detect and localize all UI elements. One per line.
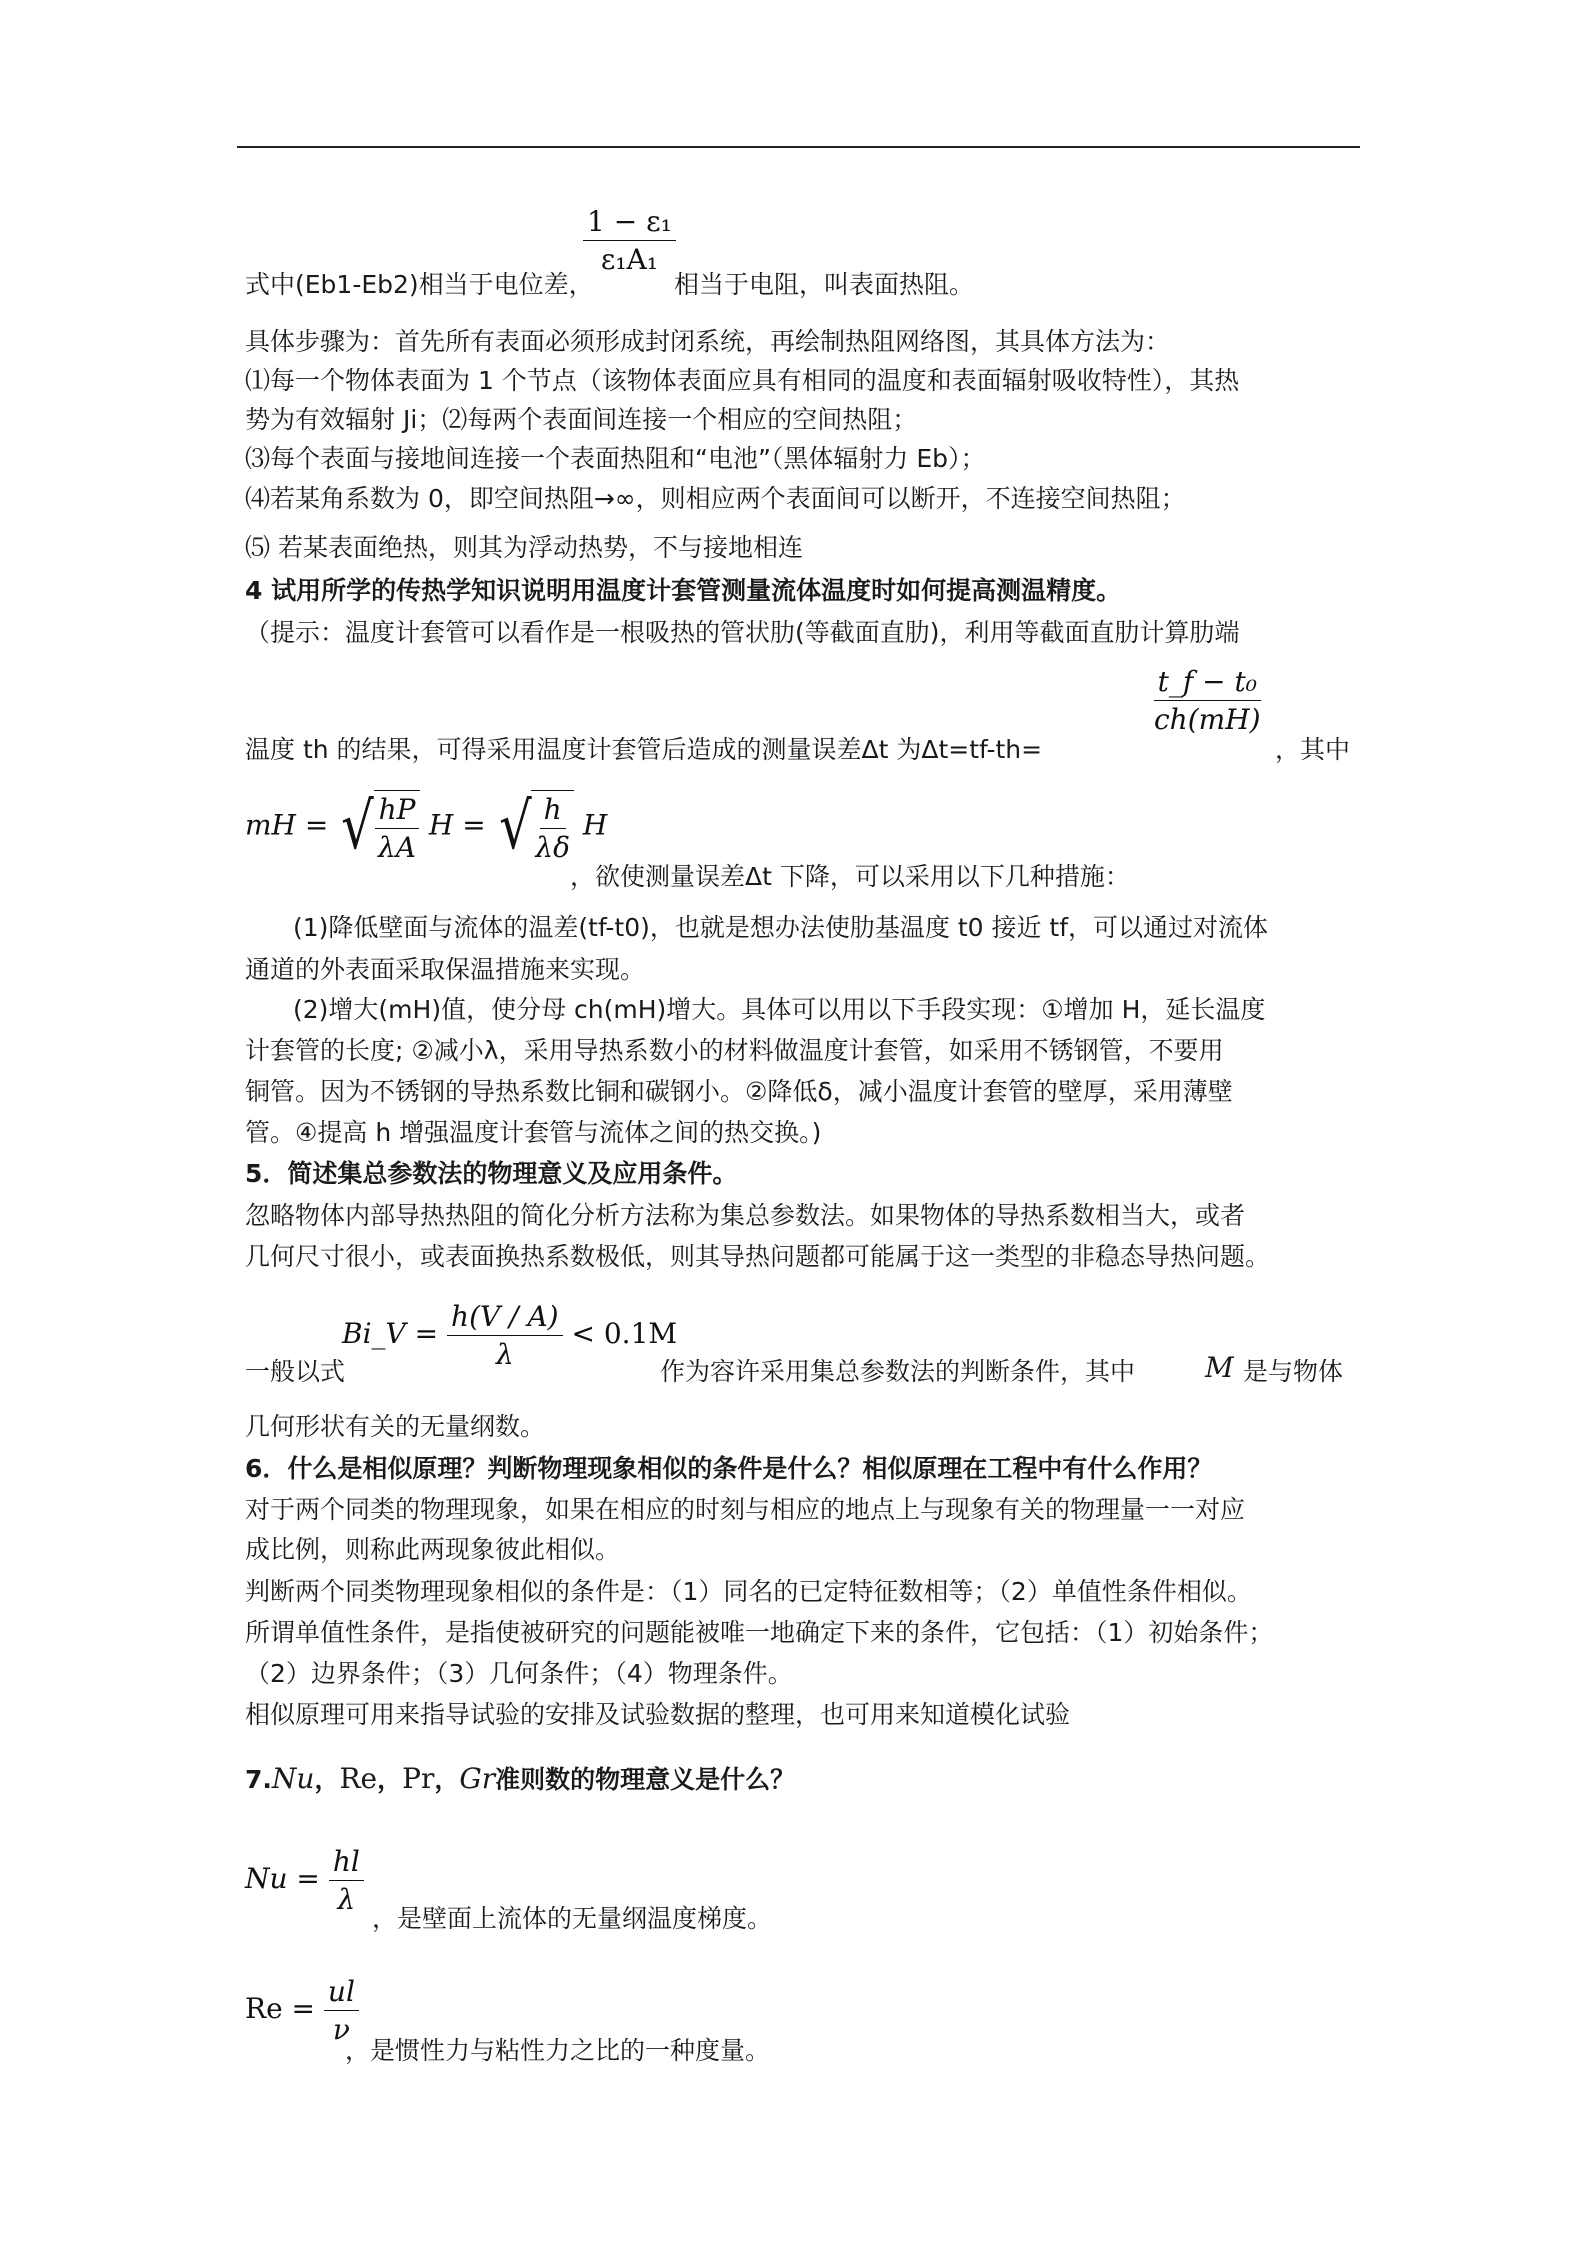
text-similarity-2: 成比例，则称此两现象彼此相似。 xyxy=(245,1535,621,1564)
mh-lhs: mH = xyxy=(245,808,329,842)
mh-root2-numerator: h xyxy=(540,793,566,829)
nusselt-numerator: hl xyxy=(329,1845,364,1881)
text-measure-2-b: 铜管。因为不锈钢的导热系数比铜和碳钢小。②降低δ，减小温度计套管的壁厚，采用薄壁 xyxy=(245,1077,1233,1106)
surface-resistance-numerator: 1 − ε₁ xyxy=(583,205,676,241)
text-step-4: ⑷若某角系数为 0，即空间热阻→∞，则相应两个表面间可以断开，不连接空间热阻； xyxy=(245,484,1186,513)
question-5-heading: 5．简述集总参数法的物理意义及应用条件。 xyxy=(245,1159,738,1188)
reynolds-denominator: ν xyxy=(332,2013,350,2046)
q7-sep-2: ， xyxy=(377,1765,403,1794)
reynolds-lhs: Re = xyxy=(245,1992,316,2025)
text-hint: （提示：温度计套管可以看作是一根吸热的管状肋(等截面直肋)，利用等截面直肋计算肋端 xyxy=(245,618,1240,647)
q7-nu: Nu xyxy=(271,1762,315,1795)
text-measure-2: (2)增大(mH)值，使分母 ch(mH)增大。具体可以用以下手段实现：①增加 H，延长温度 xyxy=(293,995,1266,1024)
mh-root2-denominator: λδ xyxy=(535,831,570,864)
text-measure-1: (1)降低壁面与流体的温差(tf-t0)，也就是想办法使肋基温度 t0 接近 tf，可以通过对流体 xyxy=(293,913,1269,942)
text-reynolds: ，是惯性力与粘性力之比的一种度量。 xyxy=(345,2036,771,2065)
text-similarity-4: 所谓单值性条件，是指使被研究的问题能被唯一地确定下来的条件，它包括：（1）初始条件； xyxy=(245,1618,1274,1647)
formula-mh: mH = √ $\frac{hP}{\lambda A}$ H = √ $\frac{h}{\lambda\delta}$ H xyxy=(245,790,608,864)
biot-denominator: λ xyxy=(495,1338,514,1371)
text-step-1: ⑴每一个物体表面为 1 个节点（该物体表面应具有相同的温度和表面辐射吸收特性），其热 xyxy=(245,366,1240,395)
formula-measure-error xyxy=(1150,665,1265,736)
mh-mid: H = xyxy=(428,808,486,842)
q7-pr: Pr xyxy=(402,1762,435,1795)
q7-gr: Gr xyxy=(459,1762,496,1795)
text-measure-1-cont: 通道的外表面采取保温措施来实现。 xyxy=(245,955,646,984)
biot-numerator: h(V / A) xyxy=(447,1300,563,1336)
text-lumped-1: 忽略物体内部导热热阻的简化分析方法称为集总参数法。如果物体的导热系数相当大，或者 xyxy=(245,1201,1246,1230)
text-similarity-6: 相似原理可用来指导试验的安排及试验数据的整理，也可用来知道模化试验 xyxy=(245,1700,1071,1729)
text-measure-2-a: 计套管的长度; ②减小λ，采用导热系数小的材料做温度计套管，如采用不锈钢管，不要用 xyxy=(245,1036,1224,1065)
text-similarity-1: 对于两个同类的物理现象，如果在相应的时刻与相应的地点上与现象有关的物理量一一对应 xyxy=(245,1495,1246,1524)
text-generally: 一般以式 xyxy=(245,1357,346,1386)
text-dimensionless: 几何形状有关的无量纲数。 xyxy=(245,1412,546,1441)
q7-number: 7. xyxy=(245,1765,272,1794)
question-6-heading: 6．什么是相似原理？判断物理现象相似的条件是什么？相似原理在工程中有什么作用？ xyxy=(245,1454,1213,1483)
text-error: 温度 th 的结果，可得采用温度计套管后造成的测量误差Δt 为Δt=tf-th= xyxy=(245,735,1043,764)
nusselt-denominator: λ xyxy=(337,1883,356,1916)
symbol-m: M xyxy=(1205,1351,1234,1384)
text-where: ，其中 xyxy=(1275,735,1351,764)
text-step-5: ⑸ 若某表面绝热，则其为浮动热势，不与接地相连 xyxy=(245,533,803,562)
biot-lhs: Bi_V = xyxy=(342,1317,439,1350)
formula-biot xyxy=(342,1300,677,1371)
text-line-potential xyxy=(245,268,594,302)
text-similarity-5: （2）边界条件；（3）几何条件；（4）物理条件。 xyxy=(245,1659,793,1688)
question-4-heading: 4 试用所学的传热学知识说明用温度计套管测量流体温度时如何提高测温精度。 xyxy=(245,576,1122,605)
text-line-resistance xyxy=(674,268,974,302)
error-numerator: t_f − t₀ xyxy=(1154,665,1261,701)
surface-resistance-denominator: ε₁A₁ xyxy=(600,243,658,276)
q7-sep-3: ， xyxy=(434,1765,460,1794)
biot-rhs: < 0.1M xyxy=(571,1317,678,1350)
formula-reynolds xyxy=(245,1975,359,2046)
text-nusselt: ，是壁面上流体的无量纲温度梯度。 xyxy=(372,1904,773,1933)
text-measure-2-c: 管。④提高 h 增强温度计套管与流体之间的热交换。) xyxy=(245,1118,822,1147)
q7-re: Re xyxy=(339,1762,378,1795)
question-7-heading xyxy=(245,1762,795,1797)
text-similarity-3: 判断两个同类物理现象相似的条件是：（1）同名的已定特征数相等；（2）单值性条件相似。 xyxy=(245,1577,1252,1606)
text-step-1-cont: 势为有效辐射 Ji；⑵每两个表面间连接一个相应的空间热阻； xyxy=(245,405,918,434)
formula-nusselt xyxy=(245,1845,364,1916)
mh-end: H xyxy=(582,808,608,842)
header-rule xyxy=(237,146,1360,148)
text-biot-tail: 是与物体 xyxy=(1243,1357,1344,1386)
mh-root1-numerator: hP xyxy=(375,793,420,829)
mh-root1-denominator: λA xyxy=(378,831,416,864)
reynolds-numerator: ul xyxy=(324,1975,359,2011)
text-measures: ，欲使测量误差Δt 下降，可以采用以下几种措施： xyxy=(570,862,1130,891)
text-lumped-2: 几何尺寸很小，或表面换热系数极低，则其导热问题都可能属于这一类型的非稳态导热问题。 xyxy=(245,1242,1271,1271)
error-denominator: ch(mH) xyxy=(1154,703,1261,736)
text-resistance: 相当于电阻，叫表面热阻。 xyxy=(674,270,975,299)
text-step-3: ⑶每个表面与接地间连接一个表面热阻和“电池”（黑体辐射力 Eb）； xyxy=(245,444,986,473)
text-biot-condition: 作为容许采用集总参数法的判断条件，其中 xyxy=(660,1357,1136,1386)
q7-suffix: 准则数的物理意义是什么？ xyxy=(495,1765,796,1794)
nusselt-lhs: Nu = xyxy=(245,1862,320,1895)
q7-sep-1: ， xyxy=(314,1765,340,1794)
text-steps: 具体步骤为：首先所有表面必须形成封闭系统，再绘制热阻网络图，其具体方法为： xyxy=(245,327,1171,356)
text-potential: 式中(Eb1-Eb2)相当于电位差， xyxy=(245,270,594,299)
formula-surface-resistance xyxy=(583,205,676,276)
